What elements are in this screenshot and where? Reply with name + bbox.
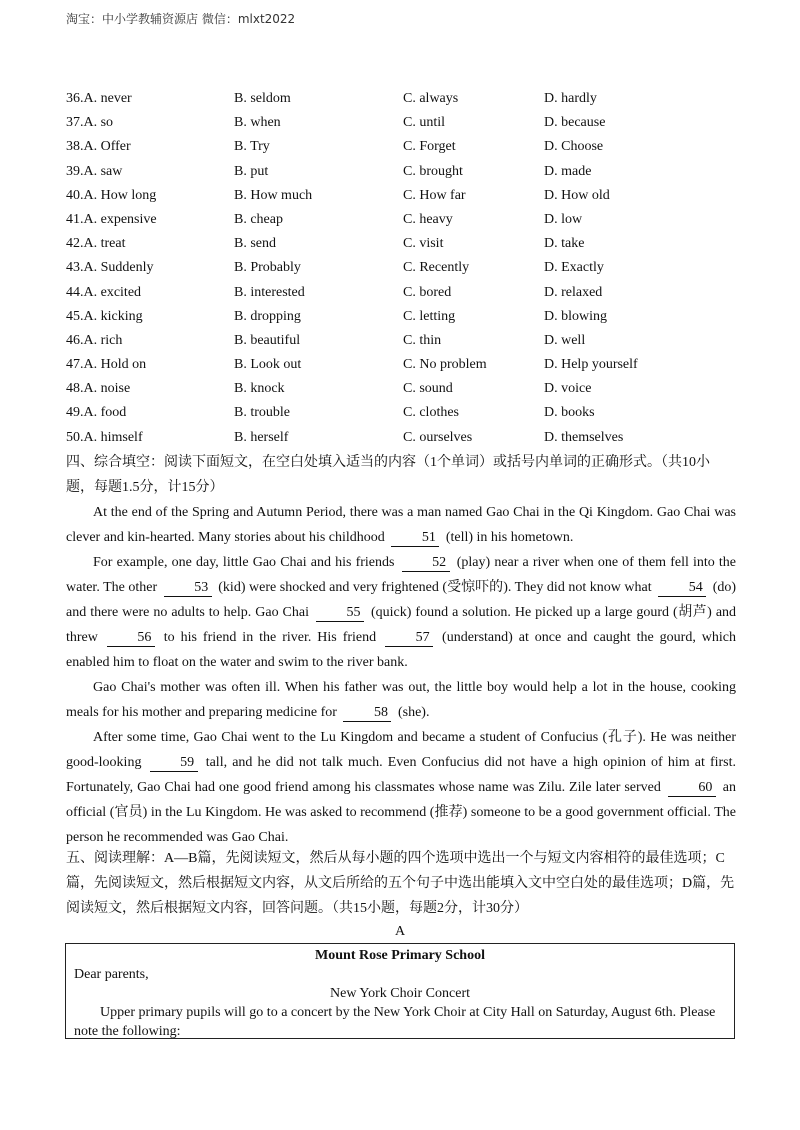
text: At the end of the Spring and Autumn Period, there was a man named Gao Chai in the Qi Kingdom. Gao Chai was clever and kin-hearted. Many stories about his childhood: [66, 505, 736, 545]
option-c[interactable]: C. always: [403, 91, 459, 106]
option-c[interactable]: C. clothes: [403, 405, 459, 421]
option-c[interactable]: C. visit: [403, 236, 444, 252]
option-c[interactable]: C. sound: [403, 381, 453, 397]
blank-57[interactable]: 57: [385, 630, 433, 647]
option-a[interactable]: 48.A. noise: [66, 381, 131, 397]
blank-52[interactable]: 52: [402, 555, 450, 572]
school-notice-box: [65, 943, 735, 1039]
option-d[interactable]: D. made: [544, 163, 592, 179]
option-c[interactable]: C. letting: [403, 308, 456, 324]
option-b[interactable]: B. knock: [234, 381, 285, 397]
option-c[interactable]: C. How far: [403, 187, 466, 203]
option-row: [66, 427, 746, 451]
option-d[interactable]: D. blowing: [544, 308, 607, 324]
blank-59[interactable]: 59: [150, 755, 198, 772]
option-d[interactable]: D. because: [544, 115, 606, 131]
option-a[interactable]: 49.A. food: [66, 405, 127, 421]
text: an official (官员) in the Lu Kingdom. He was asked to recommend (推荐) someone to be a good government official. The person he recommended was Gao Chai.: [66, 780, 737, 845]
option-d[interactable]: D. How old: [544, 187, 610, 203]
text: (tell) in his hometown.: [445, 530, 574, 545]
paragraph-4: [66, 725, 736, 850]
section-5-heading: 五、阅读理解：A—B篇，先阅读短文，然后从每小题的四个选项中选出一个与短文内容相符的最佳选项；C篇，先阅读短文，然后根据短文内容，从文后所给的五个句子中选出能填入文中空白处的最佳选项；D篇，先阅读短文，然后根据短文内容，回答问题。（共15小题，每题2分，计30分）: [66, 851, 735, 916]
text: (do) and there were no adults to help. Gao Chai: [66, 580, 737, 620]
option-c[interactable]: C. thin: [403, 332, 442, 348]
option-a[interactable]: 44.A. excited: [66, 284, 142, 300]
option-row: [66, 88, 746, 112]
option-b[interactable]: B. when: [234, 115, 281, 131]
option-b[interactable]: B. interested: [234, 284, 305, 300]
option-d[interactable]: D. low: [544, 211, 583, 227]
option-c[interactable]: C. ourselves: [403, 429, 473, 445]
option-a[interactable]: 46.A. rich: [66, 332, 123, 348]
option-d[interactable]: D. voice: [544, 381, 592, 397]
option-b[interactable]: B. send: [234, 236, 276, 252]
option-row: [66, 257, 746, 281]
option-row: [66, 209, 746, 233]
option-b[interactable]: B. herself: [234, 429, 289, 445]
option-d[interactable]: D. hardly: [544, 91, 597, 106]
blank-53[interactable]: 53: [164, 580, 212, 597]
option-b[interactable]: B. seldom: [234, 91, 291, 106]
option-b[interactable]: B. beautiful: [234, 332, 301, 348]
option-b[interactable]: B. Probably: [234, 260, 301, 276]
greeting: Dear parents,: [74, 967, 149, 982]
watermark-text: 淘宝：中小学教辅资源店 微信：mlxt2022: [66, 12, 296, 26]
option-row: [66, 233, 746, 257]
option-a[interactable]: 47.A. Hold on: [66, 357, 147, 373]
blank-58[interactable]: 58: [343, 705, 391, 722]
text: (quick) found a solution. He picked up a large gourd (胡芦) and threw: [66, 605, 737, 645]
blank-51[interactable]: 51: [391, 530, 439, 547]
option-b[interactable]: B. How much: [234, 187, 313, 203]
blank-56[interactable]: 56: [107, 630, 155, 647]
option-a[interactable]: 41.A. expensive: [66, 211, 157, 227]
cloze-passage: [66, 500, 736, 850]
paragraph-1: [66, 500, 736, 550]
school-name: Mount Rose Primary School: [315, 948, 485, 963]
option-row: [66, 354, 746, 378]
option-c[interactable]: C. until: [403, 115, 446, 131]
option-row: [66, 402, 746, 426]
option-row: [66, 112, 746, 136]
option-row: [66, 136, 746, 160]
option-c[interactable]: C. Forget: [403, 139, 456, 155]
option-a[interactable]: 43.A. Suddenly: [66, 260, 154, 276]
text: (play) near a river when one of them fell into the water. The other: [66, 555, 737, 595]
option-a[interactable]: 36.A. never: [66, 91, 132, 106]
option-row: [66, 378, 746, 402]
text: For example, one day, little Gao Chai and his friends: [93, 555, 395, 570]
option-c[interactable]: C. bored: [403, 284, 452, 300]
section-5: [66, 846, 736, 921]
paragraph-3: [66, 675, 736, 725]
option-c[interactable]: C. brought: [403, 163, 463, 179]
text: tall, and he did not talk much. Even Confucius did not have a high opinion of him at first. Fortunately, Gao Chai had one good friend among his classmates whose name was Zilu. Zile later served: [66, 755, 737, 795]
text: (kid) were shocked and very frightened (受惊吓的). They did not know what: [218, 580, 652, 595]
text: (she).: [397, 705, 430, 720]
option-b[interactable]: B. dropping: [234, 308, 301, 324]
option-row: [66, 161, 746, 185]
text: Gao Chai's mother was often ill. When his father was out, the little boy would help a lot in the house, cooking meals for his mother and preparing medicine for: [66, 680, 736, 720]
notice-subtitle: New York Choir Concert: [330, 986, 470, 1001]
option-d[interactable]: D. books: [544, 405, 595, 421]
option-b[interactable]: B. cheap: [234, 211, 283, 227]
option-b[interactable]: B. Try: [234, 139, 270, 155]
option-row: [66, 282, 746, 306]
option-c[interactable]: C. No problem: [403, 357, 487, 373]
option-b[interactable]: B. trouble: [234, 405, 290, 421]
option-a[interactable]: 37.A. so: [66, 115, 114, 131]
text: (understand) at once and caught the gourd, which enabled him to float on the water and swim to the river bank.: [66, 630, 737, 670]
option-d[interactable]: D. take: [544, 236, 585, 252]
option-a[interactable]: 45.A. kicking: [66, 308, 143, 324]
text: to his friend in the river. His friend: [163, 630, 377, 645]
option-d[interactable]: D. well: [544, 332, 586, 348]
option-b[interactable]: B. put: [234, 163, 269, 179]
option-row: [66, 185, 746, 209]
paragraph-2: [66, 550, 736, 675]
option-d[interactable]: D. relaxed: [544, 284, 603, 300]
option-d[interactable]: D. Choose: [544, 139, 604, 155]
option-a[interactable]: 39.A. saw: [66, 163, 123, 179]
blank-55[interactable]: 55: [316, 605, 364, 622]
blank-54[interactable]: 54: [658, 580, 706, 597]
option-b[interactable]: B. Look out: [234, 357, 302, 373]
option-row: [66, 306, 746, 330]
option-d[interactable]: D. themselves: [544, 429, 624, 445]
option-d[interactable]: D. Exactly: [544, 260, 604, 276]
option-d[interactable]: D. Help yourself: [544, 357, 638, 373]
blank-60[interactable]: 60: [668, 780, 716, 797]
option-c[interactable]: C. Recently: [403, 260, 470, 276]
section-4-heading: 四、综合填空：阅读下面短文，在空白处填入适当的内容（1个单词）或括号内单词的正确形式。（共10小题，每题1.5分，计15分）: [66, 455, 710, 495]
option-a[interactable]: 42.A. treat: [66, 236, 126, 252]
option-a[interactable]: 38.A. Offer: [66, 139, 131, 155]
option-a[interactable]: 50.A. himself: [66, 429, 143, 445]
option-row: [66, 330, 746, 354]
section-4: [66, 450, 736, 850]
option-a[interactable]: 40.A. How long: [66, 187, 157, 203]
option-c[interactable]: C. heavy: [403, 211, 453, 227]
options-list: [66, 88, 746, 451]
notice-body: Upper primary pupils will go to a concert by the New York Choir at City Hall on Saturday, August 6th. Please note the following:: [74, 1005, 716, 1039]
text: After some time, Gao Chai went to the Lu Kingdom and became a student of Confucius (孔子). He was neither good-looking: [66, 730, 736, 770]
passage-a-label: A: [394, 924, 406, 939]
